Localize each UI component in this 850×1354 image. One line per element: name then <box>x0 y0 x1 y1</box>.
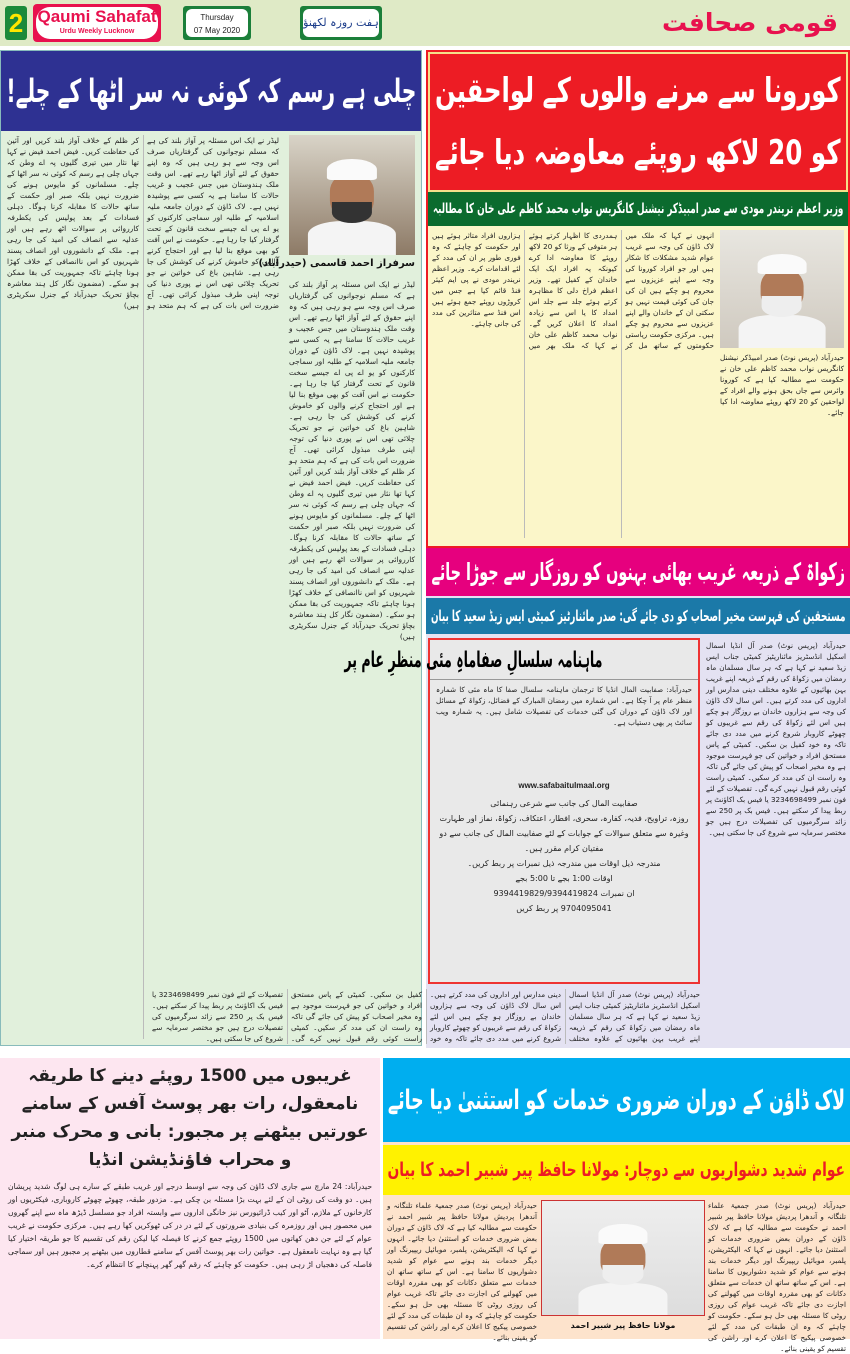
story-lockdown-body-cont: حیدرآباد (پریس نوٹ) صدر جمعیۃ علماء تلنگانہ و آندھرا پردیش مولانا حافظ پیر شبیر احمد نے حکومت سے مطالبہ کیا ہے کہ لاک ڈاؤن کے دوران بعض ضروری خدمات کو استثنیٰ دیا جائے۔ انہوں نے کہا کہ الیکٹریشن، پلمبر، موبائیل ریپیرنگ اور دیگر خدمات بند ہونے سے عوام کو شدید دشواریوں کا سامنا ہے۔ اس کے ساتھ ساتھ ان خدمات سے متعلق دکانات کو بھی مقررہ اوقات میں کھولنے کی اجازت دی جائے تاکہ غریب عوام کی روزی روٹی کا مسئلہ بھی حل ہو سکے۔ حکومت کو چاہئے کہ وہ ان طبقات کی مدد کے لئے خصوصی پیکیج کا اعلان کرے اور راشن کی تقسیم کو یقینی بنائے۔ <box>387 1201 537 1342</box>
story-lockdown-headline: لاک ڈاؤن کے دوران ضروری خدمات کو استثنیٰ دیا جائے <box>387 1084 846 1116</box>
story-zakat-body-cont: حیدرآباد (پریس نوٹ) صدر آل انڈیا اسمال اسکیل انڈسٹریز مائناریٹیز کمیٹی جناب ایس زیڈ سعید نے کہا ہے کہ ہر سال مسلمان ماہ رمضان میں زکواۃ کی رقم کے ذریعہ اپنے غریب بہن بھائیوں کے علاوہ مختلف دینی مدارس اور اداروں کی مدد کرتے ہیں۔ اس سال لاک ڈاؤن کی وجہ سے ہزاروں خاندان بے روزگار ہو چکے ہیں اس لئے زکواۃ کی رقم سے غریبوں کو چھوٹے کاروبار شروع کرنے میں مدد دی جائے تاکہ وہ خود <box>430 990 700 1043</box>
story-compensation-subheadline-box <box>428 192 848 226</box>
date-box <box>183 6 251 40</box>
issue-date: 07 May 2020 <box>193 26 241 35</box>
story-lockdown <box>383 1058 850 1353</box>
notice-body: حیدرآباد: صفابیت المال انڈیا کا ترجمان ماہنامہ سلسال صفا کا ماہ مئی کا شمارہ منظر عام پر آ چکا ہے۔ اس شمارہ میں رمضان المبارک کے فضائل، زکواۃ کے مسائل اور لاک ڈاؤن کے دوران کی گئی خدمات کی تفصیلات شامل ہیں۔ یہ شمارہ ویب سائٹ پر بھی دستیاب ہے۔ <box>436 685 692 727</box>
guidance-text: روزہ، تراویح، فدیہ، کفارہ، سحری، افطار، اعتکاف، زکواۃ، نماز اور طہارت وغیرہ سے متعلق سوالات کے جوابات کے لئے صفابیت المال کی جانب سے دو مفتیان کرام مقرر ہیں۔ <box>439 814 689 853</box>
story-opinion-body: لیڈر نے ایک اس مسئلہ پر آواز بلند کی ہے کہ مسلم نوجوانوں کی گرفتاریاں صرف اس وجہ سے ہو رہی ہیں کہ وہ اپنے حقوق کے لئے آواز اٹھا رہے تھے۔ اس وقت ملک ہندوستان میں جس عجیب و غریب حالات کا سامنا ہے یہ کسی سے پوشیدہ نہیں ہے۔ لاک ڈاؤن کے دوران جامعہ ملیہ اسلامیہ کے طلبہ اور سماجی کارکنوں کو یو اے پی اے جیسے سخت قانون کے تحت گرفتار کیا جا رہا ہے۔ حکومت نے اس آفت کو بھی موقع بنا لیا ہے اور احتجاج کرنے والوں کو خاموش کرنے کی کوشش کی جا رہی ہے۔ شاہین باغ کی خواتین نے جو تحریک چلائی تھی اس نے پوری دنیا کی توجہ اپنی طرف مبذول کرائی تھی۔ آج ضرورت اس بات کی ہے کہ ہم متحد ہو کر ظلم کے خلاف آواز بلند کریں اور آئین کی حفاظت کریں۔ فیض احمد فیض نے کہا تھا نثار میں تیری گلیوں پہ اے وطن کہ جہاں چلی ہے رسم کہ کوئی نہ سر اٹھا کے چلے۔ مسلمانوں کو مایوس ہونے کی ضرورت نہیں بلکہ صبر اور حکمت کے ساتھ حالات کا مقابلہ کرنا ہوگا۔ دہلی فسادات کے بعد پولیس کی یکطرفہ کارروائی پر سوالات اٹھ رہے ہیں اور عدلیہ سے انصاف کی امید کی جا رہی ہے۔ ملک کے دانشوروں اور انصاف پسند شہریوں کو اس ناانصافی کے خلاف کھڑا ہونا چاہئے تاکہ جمہوریت کی بقا ممکن ہو سکے۔ (مضمون نگار کل ہند معاشرہ بچاؤ تحریک حیدرآباد کے جنرل سکریٹری ہیں) <box>7 136 279 310</box>
masthead-logo: قومی صحافت <box>662 8 838 37</box>
photo-caption-text: حیدرآباد (پریس نوٹ) صدر امبیڈکر نیشنل کانگریس نواب محمد کاظم علی خان نے حکومت سے مطالبہ کیا ہے کہ کورونا وائرس سے جاں بحق ہونے والے افراد کے لواحقین کو 20 لاکھ روپئے معاوضہ ادا کیا جائے۔ <box>720 353 845 417</box>
headline-line-1: کورونا سے مرنے والوں کے لواحقین <box>435 71 841 111</box>
weekly-label: ہفت روزہ لکھنؤ <box>303 16 379 29</box>
story-post-office <box>0 1058 380 1339</box>
notice-title: ماہنامہ سلسالِ صفاماہِ مئی منظرِ عام پر <box>344 648 603 673</box>
story-post-office-headline: غریبوں میں 1500 روپئے دینے کا طریقہ نامعقول، رات بھر پوسٹ آفس کے سامنے عورتیں بیٹھنے پر مجبور: بانی و محرک منبر و محراب فاؤنڈیشن انڈیا <box>11 1066 369 1170</box>
story-post-office-body: حیدرآباد: 24 مارچ سے جاری لاک ڈاؤن کی وجہ سے اوسط درجے اور غریب طبقے کے سارے ہی لوگ شدید پریشان ہیں۔ دو وقت کی روٹی ان کے لئے بہت بڑا مسئلہ بن چکی ہے۔ مزدور طبقہ، چھوٹے چھوٹے کاروباری، فیکٹریوں اور کارخانوں کے ملازم، آٹو اور کیب ڈرائیورس نیز خانگی اداروں سے وابستہ افراد جو مسلسل ڈیڑھ ماہ سے اپنے گھروں میں محصور ہیں اور روزمرہ کی بنیادی ضرورتوں کے لئے در در کی ٹھوکریں کھا رہے ہیں۔ مرکزی حکومت نے غریب عوام کے لئے جن دھن کھاتوں میں 1500 روپئے جمع کرنے کا فیصلہ کیا لیکن رقم کی تقسیم کا جو طریقہ اختیار کیا گیا ہے وہ نہایت نامعقول ہے۔ خواتین رات بھر پوسٹ آفس کے سامنے قطاروں میں بیٹھنے پر مجبور ہیں اور سماجی فاصلہ کی دھجیاں اڑ رہی ہیں۔ حکومت کو چاہئے کہ رقم گھر گھر پہنچانے کا انتظام کرے۔ <box>8 1182 373 1269</box>
story-zakat-subheadline-box <box>426 598 850 634</box>
notice-website[interactable]: www.safabaitulmaal.org <box>518 781 610 790</box>
weekly-box <box>300 6 382 40</box>
page-number: 2 <box>5 6 27 40</box>
brand-subtitle: Urdu Weekly Lucknow <box>59 28 135 35</box>
guidance-title: صفابیت المال کی جانب سے شرعی رہنمائی <box>490 799 638 808</box>
headline-line-2: کو 20 لاکھ روپئے معاوضہ دیا جائے <box>435 133 841 173</box>
story-zakat <box>344 548 850 1048</box>
story-opinion-headline: چلی ہے رسم کہ کوئی نہ سر اٹھا کے چلے! <box>5 72 417 110</box>
story-zakat-subheadline: مستحقین کی فہرست مخیر اصحاب کو دی جائے گی: صدر مائنارٹیز کمیٹی ایس زیڈ سعید کا بیان <box>430 607 846 625</box>
story-opinion-body-col1: لیڈر نے ایک اس مسئلہ پر آواز بلند کی ہے کہ مسلم نوجوانوں کی گرفتاریاں صرف اس وجہ سے ہو رہی ہیں کہ وہ اپنے حقوق کے لئے آواز اٹھا رہے تھے۔ اس وقت ملک ہندوستان میں جس عجیب و غریب حالات کا سامنا ہے یہ کسی سے پوشیدہ نہیں ہے۔ لاک ڈاؤن کے دوران جامعہ ملیہ اسلامیہ کے طلبہ اور سماجی کارکنوں کو یو اے پی اے جیسے سخت قانون کے تحت گرفتار کیا جا رہا ہے۔ حکومت نے اس آفت کو بھی موقع بنا لیا ہے اور احتجاج کرنے والوں کو خاموش کرنے کی کوشش کی جا رہی ہے۔ شاہین باغ کی خواتین نے جو تحریک چلائی تھی اس نے پوری دنیا کی توجہ اپنی طرف مبذول کرائی تھی۔ آج ضرورت اس بات کی ہے کہ ہم متحد ہو کر ظلم کے خلاف آواز بلند کریں اور آئین کی حفاظت کریں۔ فیض احمد فیض نے کہا تھا نثار میں تیری گلیوں پہ اے وطن کہ جہاں چلی ہے رسم کہ کوئی نہ سر اٹھا کے چلے۔ مسلمانوں کو مایوس ہونے کی ضرورت نہیں بلکہ صبر اور حکمت کے ساتھ حالات کا مقابلہ کرنا ہوگا۔ دہلی فسادات کے بعد پولیس کی یکطرفہ کارروائی پر سوالات اٹھ رہے ہیں اور عدلیہ سے انصاف کی امید کی جا رہی ہے۔ ملک کے دانشوروں اور انصاف پسند شہریوں کو اس ناانصافی کے خلاف کھڑا ہونا چاہئے تاکہ جمہوریت کی بقا ممکن ہو سکے۔ (مضمون نگار کل ہند معاشرہ بچاؤ تحریک حیدرآباد کے جنرل سکریٹری ہیں) <box>289 280 415 641</box>
masthead-logo-box <box>660 2 840 44</box>
story-opinion <box>0 50 422 1046</box>
maulana-photo-caption: مولانا حافظ پیر شبیر احمد <box>570 1321 676 1330</box>
contact-phones-2: 9704095041 پر ربط کریں <box>516 904 612 913</box>
story-zakat-headline-box <box>426 548 850 596</box>
brand-title: Qaumi Sahafat <box>37 7 157 26</box>
magazine-notice <box>344 638 700 984</box>
story-lockdown-subheadline: عوام شدید دشواریوں سے دوچار: مولانا حافظ پیر شبیر احمد کا بیان <box>387 1159 846 1181</box>
story-compensation <box>426 50 850 548</box>
contact-phones-1: ان نمبرات 9394419829/9394419824 <box>493 889 635 898</box>
contact-intro: مندرجہ ذیل اوقات میں مندرجہ ذیل نمبرات پر ربط کریں۔ <box>467 859 661 868</box>
story-zakat-body: حیدرآباد (پریس نوٹ) صدر آل انڈیا اسمال اسکیل انڈسٹریز مائناریٹیز کمیٹی جناب ایس زیڈ سعید نے کہا ہے کہ ہر سال مسلمان ماہ رمضان میں زکواۃ کی رقم کے ذریعہ اپنے غریب بہن بھائیوں کے علاوہ مختلف دینی مدارس اور اداروں کی مدد کرتے ہیں۔ اس سال لاک ڈاؤن کی وجہ سے ہزاروں خاندان بے روزگار ہو چکے ہیں اس لئے زکواۃ کی رقم سے غریبوں کو چھوٹے کاروبار شروع کرنے میں مدد دی جائے تاکہ وہ خود کفیل بن سکیں۔ کمیٹی کے پاس مستحق افراد و خواتین کی جو فہرست موجود ہے وہ مخیر اصحاب کو پیش کی جائے گی تاکہ وہ راست ان کی مدد کر سکیں۔ کمیٹی راست کوئی رقم قبول نہیں کرے گی۔ تفصیلات کے لئے فون نمبر 3234698499 یا فیس بک اکاؤنٹ پر ربط پیدا کر سکتے ہیں۔ فیس بک پر 250 سے زائد سرگرمیوں کی تفصیلات درج ہیں جو مختصر سرمایہ سے شروع کی جا سکتی ہیں۔ <box>705 641 846 837</box>
nawab-kazim-ali-khan-photo <box>720 230 844 348</box>
story-lockdown-body: حیدرآباد (پریس نوٹ) صدر جمعیۃ علماء تلنگانہ و آندھرا پردیش مولانا حافظ پیر شبیر احمد نے حکومت سے مطالبہ کیا ہے کہ لاک ڈاؤن کے دوران بعض ضروری خدمات کو استثنیٰ دیا جائے۔ انہوں نے کہا کہ الیکٹریشن، پلمبر، موبائیل ریپیرنگ اور دیگر خدمات بند ہونے سے عوام کو شدید دشواریوں کا سامنا ہے۔ اس کے ساتھ ساتھ ان خدمات سے متعلق دکانات کو بھی مقررہ اوقات میں کھولنے کی اجازت دی جائے تاکہ غریب عوام کی روزی روٹی کا مسئلہ بھی حل ہو سکے۔ حکومت کو چاہئے کہ وہ ان طبقات کی مدد کے لئے خصوصی پیکیج کا اعلان کرے اور راشن کی تقسیم کو یقینی بنائے۔ <box>708 1201 846 1353</box>
issue-day: Thursday <box>200 13 234 22</box>
page-header <box>0 0 850 46</box>
notice-title-box <box>344 640 698 680</box>
author-byline: سرفراز احمد قاسمی (حیدرآباد) <box>258 258 415 269</box>
story-compensation-headline <box>428 52 848 192</box>
story-lockdown-headline-box <box>383 1058 850 1142</box>
story-compensation-body: انہوں نے کہا کہ ملک میں لاک ڈاؤن کی وجہ سے غریب عوام شدید مشکلات کا شکار ہیں اور جو افراد کورونا کی وجہ سے اپنے عزیزوں سے محروم ہو چکے ہیں ان کی جان کی کوئی قیمت نہیں ہو سکتی ان کے خاندان والے اپنے عزیزوں سے محروم ہو چکے ہیں۔ مرکزی حکومت ریاستی حکومتوں کے ساتھ مل کر ہمدردی کا اظہار کرتے ہوئے ہر متوفی کے ورثا کو 20 لاکھ روپئے کا معاوضہ ادا کرے کیونکہ یہ افراد ایک ایک خاندان کے کفیل تھے۔ وزیر اعظم فراخ دلی کا مظاہرہ کرتے ہوئے جلد سے جلد اس امداد کا یا اس سے زیادہ امداد کا اعلان کریں گے۔ نواب محمد کاظم علی خان نے کہا کہ ملک بھر میں ہزاروں افراد متاثر ہوئے ہیں اور حکومت کو چاہئے کہ وہ فوری طور پر ان کی مدد کے لئے اقدامات کرے۔ وزیر اعظم نریندر مودی نے پی ایم کیئر فنڈ قائم کیا ہے جس میں کروڑوں روپئے جمع ہوئے ہیں اس فنڈ سے متاثرین کی مدد کی جانی چاہئے۔ <box>432 231 714 350</box>
story-compensation-subheadline: وزیر اعظم نریندر مودی سے صدر امبیڈکر نیشنل کانگریس نواب محمد کاظم علی خان کا مطالبہ <box>432 201 844 217</box>
maulana-photo <box>541 1200 705 1316</box>
author-photo <box>289 135 415 255</box>
contact-timing: اوقات 1:00 بجے تا 5:00 بجے <box>515 874 613 883</box>
story-opinion-headline-box <box>1 51 421 131</box>
story-lockdown-subheadline-box <box>383 1145 850 1195</box>
brand-logo <box>33 4 161 42</box>
story-zakat-headline: زکواۃ کے ذریعہ غریب بھائی بہنوں کو روزگار سے جوڑا جائے <box>431 558 845 586</box>
